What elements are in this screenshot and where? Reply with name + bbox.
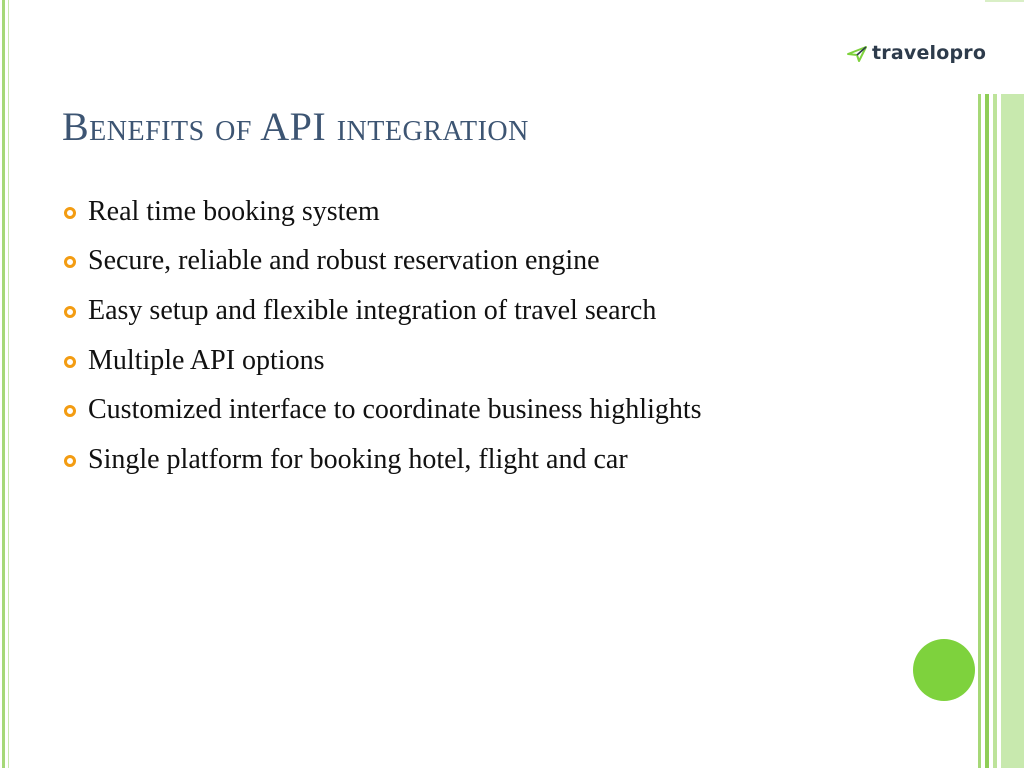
bullet-text: Single platform for booking hotel, flight and car xyxy=(88,443,628,475)
right-decor-bar xyxy=(1001,94,1024,768)
travelopro-logo xyxy=(846,40,986,66)
bullet-text: Customized interface to coordinate business highlights xyxy=(88,394,702,426)
list-item xyxy=(64,187,702,237)
list-item xyxy=(64,385,702,435)
left-border-line xyxy=(2,0,5,768)
top-right-accent xyxy=(985,0,1024,2)
slide-title: Benefits of API integration xyxy=(62,104,529,149)
bullet-text: Multiple API options xyxy=(88,344,325,376)
green-circle-decoration xyxy=(913,639,975,701)
bullet-text: Secure, reliable and robust reservation engine xyxy=(88,245,600,277)
list-item xyxy=(64,435,702,485)
ring-bullet-icon xyxy=(64,207,76,219)
right-decor-gap xyxy=(997,94,1001,768)
left-border-line-thin xyxy=(8,0,9,768)
right-decor-gap xyxy=(981,94,985,768)
bullet-text: Real time booking system xyxy=(88,195,380,227)
logo-text: travelopro xyxy=(872,42,987,64)
ring-bullet-icon xyxy=(64,405,76,417)
list-item xyxy=(64,237,702,287)
right-decor-gap xyxy=(989,94,993,768)
ring-bullet-icon xyxy=(64,306,76,318)
list-item xyxy=(64,286,702,336)
ring-bullet-icon xyxy=(64,455,76,467)
paper-plane-icon xyxy=(846,42,868,64)
ring-bullet-icon xyxy=(64,356,76,368)
bullet-list xyxy=(64,187,702,485)
bullet-text: Easy setup and flexible integration of travel search xyxy=(88,294,657,326)
list-item xyxy=(64,336,702,386)
ring-bullet-icon xyxy=(64,256,76,268)
